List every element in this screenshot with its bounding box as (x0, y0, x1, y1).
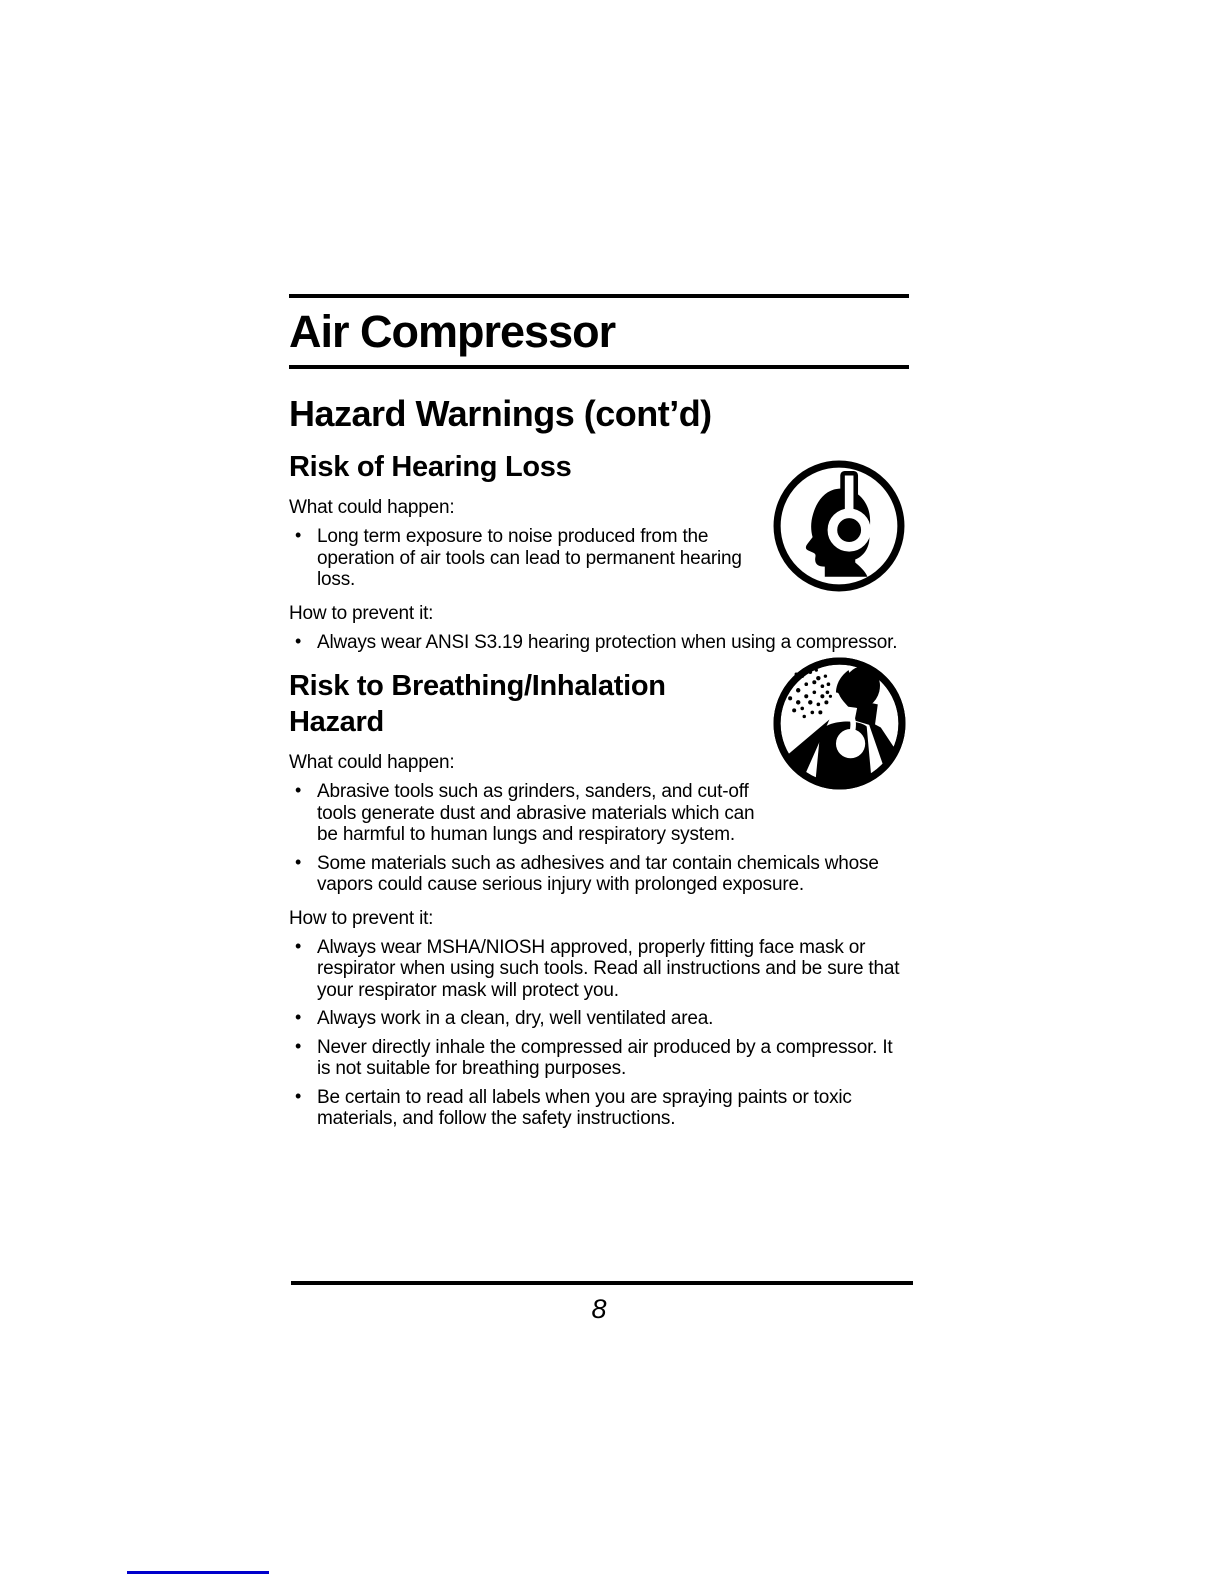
breathing-prevent-list (289, 937, 909, 1130)
breathing-what-list (289, 781, 909, 896)
doc-title: Air Compressor (289, 306, 616, 357)
footer-link-line (127, 1571, 269, 1574)
list-item: • Always wear ANSI S3.19 hearing protection when using a compressor. (289, 632, 909, 654)
top-rule (289, 294, 909, 298)
list-item: • Abrasive tools such as grinders, sanders, and cut-off tools generate dust and abrasive materials which can be harmful to human lungs and respiratory system. (289, 781, 769, 846)
how-to-prevent-label: How to prevent it: (289, 602, 434, 624)
section-heading: Hazard Warnings (cont’d) (289, 393, 712, 434)
page-number: 8 (591, 1294, 607, 1324)
inhalation-hazard-icon (770, 654, 909, 793)
list-item: • Always wear MSHA/NIOSH approved, properly fitting face mask or respirator when using such tools. Read all instructions and be sure that your respirator mask will protect you. (289, 937, 909, 1002)
what-could-happen-label: What could happen: (289, 497, 455, 518)
title-underline-rule (289, 365, 909, 369)
footer-rule (291, 1281, 913, 1285)
hearing-loss-heading: Risk of Hearing Loss (289, 451, 572, 483)
list-item: • Never directly inhale the compressed air produced by a compressor. It is not suitable for breathing purposes. (289, 1037, 909, 1080)
how-to-prevent-label: How to prevent it: (289, 907, 434, 929)
list-item: • Always work in a clean, dry, well ventilated area. (289, 1008, 909, 1030)
hearing-protection-icon (771, 458, 907, 594)
list-item: • Some materials such as adhesives and tar contain chemicals whose vapors could cause serious injury with prolonged exposure. (289, 853, 909, 896)
list-item: • Long term exposure to noise produced from the operation of air tools can lead to permanent hearing loss. (289, 526, 769, 591)
list-item: • Be certain to read all labels when you are spraying paints or toxic materials, and follow the safety instructions. (289, 1087, 909, 1130)
breathing-hazard-heading: Risk to Breathing/Inhalation Hazard (289, 670, 666, 738)
what-could-happen-label: What could happen: (289, 752, 455, 773)
hearing-prevent-list (289, 632, 909, 654)
